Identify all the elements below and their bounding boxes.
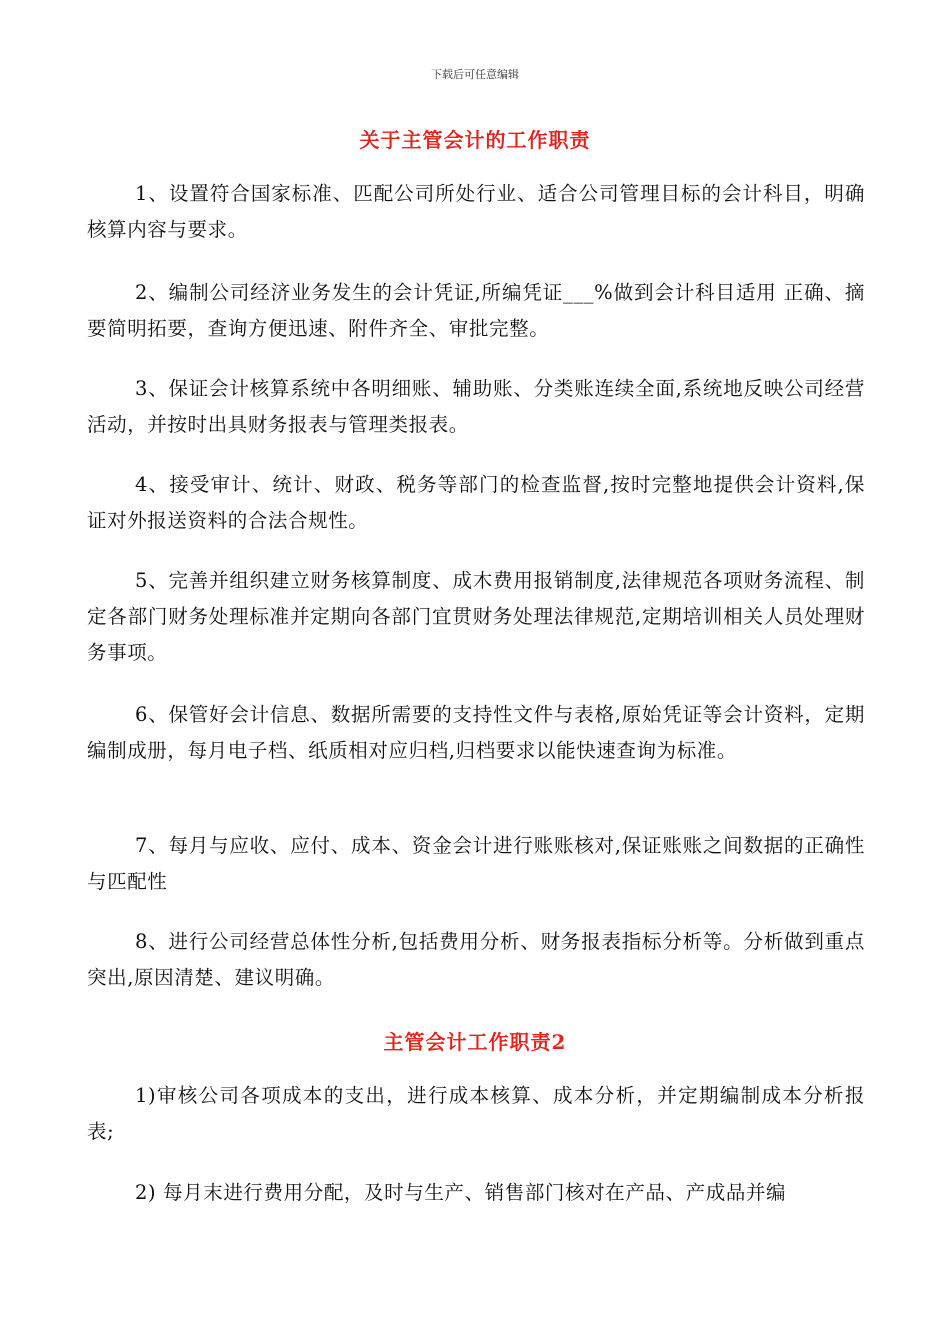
duty-item-2: 2、编制公司经济业务发生的会计凭证,所编凭证___%做到会计科目适用 正确、摘要简明拓要，查询方便迅速、附件齐全、审批完整。	[87, 281, 865, 340]
duty-item-8: 8、进行公司经营总体性分析,包括费用分析、财务报表指标分析等。分析做到重点突出,原因清楚、建议明确。	[87, 930, 865, 989]
section-2-item-2: 2) 每月末进行费用分配，及时与生产、销售部门核对在产品、产成品并编	[135, 1181, 787, 1204]
duty-item-7: 7、每月与应收、应付、成本、资金会计进行账账核对,保证账账之间数据的正确性与匹配性	[87, 834, 865, 893]
duty-item-4: 4、接受审计、统计、财政、税务等部门的检查监督,按时完整地提供会计资料,保证对外报送资料的合法合规性。	[87, 473, 865, 532]
section-2-title: 主管会计工作职责2	[383, 1030, 567, 1054]
duty-item-5: 5、完善并组织建立财务核算制度、成木费用报销制度,法律规范各项财务流程、制定各部门财务处理标准并定期向各部门宜贯财务处理法律规范,定期培训相关人员处理财务事项。	[87, 569, 865, 664]
duty-item-1: 1、设置符合国家标准、匹配公司所处行业、适合公司管理目标的会计科目，明确核算内容与要求。	[87, 182, 865, 241]
section-2-item-1: 1)审核公司各项成本的支出，进行成本核算、成本分析，并定期编制成本分析报表;	[87, 1084, 865, 1143]
duty-item-6: 6、保管好会计信息、数据所需要的支持性文件与表格,原始凭证等会计资料，定期编制成册，每月电子档、纸质相对应归档,归档要求以能快速查询为标准。	[87, 703, 865, 762]
duty-item-3: 3、保证会计核算系统中各明细账、辅助账、分类账连续全面,系统地反映公司经营活动，并按时出具财务报表与管理类报表。	[87, 377, 865, 436]
page-title: 关于主管会计的工作职责	[359, 128, 591, 152]
header-note: 下载后可任意编辑	[431, 68, 519, 81]
